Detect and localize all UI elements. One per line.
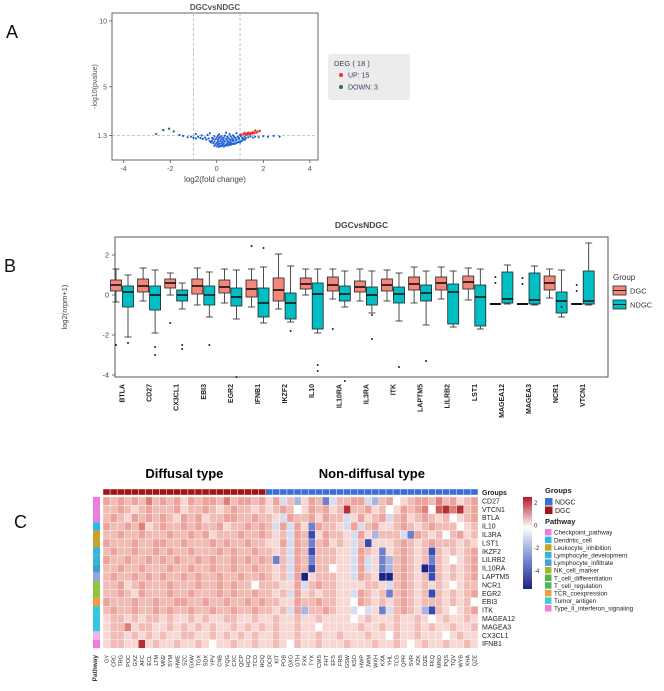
- svg-text:DGC: DGC: [555, 507, 571, 515]
- svg-text:MAGEA12: MAGEA12: [498, 384, 506, 418]
- svg-text:YPV: YPV: [210, 655, 217, 667]
- svg-text:DGCvsNDGC: DGCvsNDGC: [189, 4, 241, 12]
- svg-text:TYX: TYX: [309, 655, 316, 666]
- svg-text:FKQ: FKQ: [430, 655, 437, 667]
- svg-text:Pathway: Pathway: [545, 517, 576, 526]
- svg-text:GY: GY: [104, 655, 111, 663]
- svg-text:UP: 15: UP: 15: [348, 72, 370, 80]
- svg-text:XHA: XHA: [465, 655, 472, 667]
- svg-text:QPR: QPR: [401, 655, 408, 667]
- svg-text:CRC: CRC: [111, 655, 118, 667]
- svg-text:Dendritic_cell: Dendritic_cell: [554, 537, 592, 545]
- svg-text:KSO: KSO: [352, 655, 359, 667]
- svg-text:-4: -4: [102, 370, 109, 380]
- svg-text:Leukocyte_inhibition: Leukocyte_inhibition: [554, 544, 612, 552]
- svg-text:EGR2: EGR2: [482, 590, 502, 598]
- svg-text:LILRB2: LILRB2: [444, 384, 452, 409]
- svg-text:CX3CL1: CX3CL1: [173, 384, 181, 411]
- svg-text:YQG: YQG: [224, 655, 231, 668]
- svg-text:VTCN1: VTCN1: [580, 384, 588, 407]
- svg-text:T_cell_regulation: T_cell_regulation: [554, 582, 602, 590]
- svg-text:KIT: KIT: [274, 655, 281, 664]
- svg-text:Groups: Groups: [545, 486, 572, 495]
- svg-text:PQS: PQS: [444, 655, 451, 667]
- svg-text:NDGC: NDGC: [555, 499, 576, 507]
- svg-text:0: 0: [104, 290, 109, 300]
- heatmap-chart: [85, 462, 664, 691]
- svg-text:DOWN: 3: DOWN: 3: [348, 84, 378, 92]
- svg-text:HCQ: HCQ: [246, 655, 253, 668]
- svg-text:Tumor_antigen: Tumor_antigen: [554, 598, 597, 606]
- svg-text:IKZF2: IKZF2: [282, 384, 290, 404]
- volcano-chart: [90, 4, 420, 214]
- svg-text:EBI3: EBI3: [482, 599, 498, 607]
- svg-text:DGCvsNDGC: DGCvsNDGC: [334, 220, 389, 230]
- svg-text:POC: POC: [125, 655, 132, 667]
- svg-text:Type_II_interferon_signaling: Type_II_interferon_signaling: [554, 605, 634, 613]
- svg-text:CX3CL1: CX3CL1: [482, 632, 509, 640]
- volcano-legend: [328, 54, 410, 100]
- svg-text:2: 2: [261, 166, 266, 173]
- svg-text:Diffusal type: Diffusal type: [145, 466, 224, 481]
- svg-text:VTCN1: VTCN1: [482, 506, 505, 514]
- svg-text:10: 10: [99, 18, 107, 26]
- svg-text:LST1: LST1: [482, 540, 499, 548]
- svg-text:BTLA: BTLA: [482, 515, 500, 523]
- svg-text:CXC: CXC: [231, 655, 238, 667]
- svg-text:GTH: GTH: [295, 655, 302, 667]
- svg-text:DGC: DGC: [630, 286, 647, 296]
- svg-text:Checkpoint_pathway: Checkpoint_pathway: [554, 529, 613, 537]
- svg-text:MAGEA3: MAGEA3: [526, 384, 533, 414]
- svg-text:MAGEA12: MAGEA12: [482, 616, 516, 623]
- svg-text:TCG: TCG: [394, 655, 401, 667]
- svg-text:NDGC: NDGC: [630, 300, 653, 310]
- svg-text:XZK: XZK: [415, 655, 422, 666]
- svg-text:-2: -2: [534, 546, 540, 553]
- svg-text:log2(nrpm+1): log2(nrpm+1): [60, 284, 69, 330]
- svg-text:HWE: HWE: [175, 655, 182, 668]
- svg-text:QZE: QZE: [472, 655, 479, 667]
- svg-text:CD27: CD27: [482, 498, 500, 506]
- svg-text:LILRB2: LILRB2: [482, 557, 506, 565]
- svg-text:5: 5: [103, 84, 107, 92]
- svg-text:CD27: CD27: [146, 384, 154, 402]
- heatmap-colorbar: [523, 497, 532, 589]
- svg-text:CNB: CNB: [217, 655, 224, 667]
- svg-text:4: 4: [307, 166, 312, 173]
- svg-text:-2: -2: [167, 166, 174, 173]
- svg-text:-4: -4: [534, 568, 540, 575]
- svg-text:YHL: YHL: [387, 655, 394, 666]
- svg-text:0: 0: [214, 166, 219, 173]
- svg-text:HWP: HWP: [359, 655, 366, 668]
- svg-text:TRG: TRG: [118, 655, 125, 667]
- svg-text:NCR1: NCR1: [553, 383, 561, 404]
- svg-text:TCO: TCO: [253, 655, 260, 667]
- svg-text:T_cell_differentiation: T_cell_differentiation: [554, 575, 612, 583]
- svg-text:Pathway: Pathway: [92, 655, 99, 682]
- svg-text:SZC: SZC: [182, 655, 189, 666]
- svg-text:Group: Group: [613, 273, 636, 282]
- svg-text:DCR: DCR: [267, 655, 274, 667]
- panel-label-b: B: [4, 256, 17, 276]
- svg-text:Lymphocyte_development: Lymphocyte_development: [554, 552, 628, 560]
- svg-text:MAGEA3: MAGEA3: [482, 624, 512, 632]
- svg-text:NK_cell_marker: NK_cell_marker: [554, 567, 599, 575]
- svg-text:2: 2: [534, 501, 538, 507]
- svg-text:CWS: CWS: [316, 655, 323, 668]
- svg-text:IKZF2: IKZF2: [482, 548, 502, 556]
- svg-text:Lymphocyte_infiltrate: Lymphocyte_infiltrate: [554, 560, 614, 568]
- svg-text:IL10RA: IL10RA: [336, 384, 344, 409]
- svg-text:1.3: 1.3: [97, 133, 107, 141]
- svg-text:EGR2: EGR2: [227, 384, 235, 404]
- svg-text:JWM: JWM: [366, 655, 373, 668]
- svg-text:IL3RA: IL3RA: [482, 532, 502, 539]
- svg-text:HOQ: HOQ: [260, 655, 267, 668]
- svg-text:IL10: IL10: [482, 523, 496, 531]
- svg-text:LAPTM5: LAPTM5: [482, 574, 510, 581]
- svg-text:POB: POB: [281, 655, 288, 667]
- svg-text:WXH: WXH: [373, 655, 380, 668]
- boxplot-chart: [55, 218, 664, 434]
- boxplot-boxes: [111, 243, 595, 382]
- svg-text:0: 0: [534, 523, 538, 530]
- svg-text:NCR1: NCR1: [482, 582, 502, 590]
- svg-text:-4: -4: [120, 166, 127, 173]
- heatmap-cells: [93, 497, 478, 648]
- svg-text:GXO: GXO: [288, 655, 295, 668]
- svg-text:TGX: TGX: [196, 655, 203, 667]
- panel-label-c: C: [14, 512, 27, 532]
- svg-text:MN2: MN2: [161, 655, 168, 667]
- svg-text:AFC: AFC: [139, 655, 146, 666]
- svg-text:FHT: FHT: [323, 655, 330, 666]
- svg-text:2: 2: [104, 250, 109, 260]
- svg-text:GSW: GSW: [345, 655, 352, 669]
- svg-text:EFS: EFS: [330, 655, 337, 666]
- svg-text:FRS: FRS: [338, 655, 345, 666]
- panel-label-a: A: [6, 22, 19, 42]
- svg-text:IL10: IL10: [309, 384, 317, 399]
- svg-text:DZE: DZE: [422, 655, 429, 666]
- svg-text:Non-diffusal type: Non-diffusal type: [318, 466, 425, 481]
- svg-text:GXZ: GXZ: [132, 655, 139, 667]
- svg-text:TCR_coexpression: TCR_coexpression: [554, 590, 608, 598]
- svg-text:FXK: FXK: [302, 655, 309, 666]
- svg-text:MNO: MNO: [437, 655, 444, 668]
- svg-text:LAPTM5: LAPTM5: [417, 384, 425, 412]
- svg-text:Groups: Groups: [482, 490, 507, 497]
- svg-text:IFNB1: IFNB1: [482, 641, 502, 649]
- svg-text:SYM: SYM: [168, 655, 175, 667]
- svg-text:LTM: LTM: [154, 655, 161, 666]
- svg-text:QCP: QCP: [238, 655, 245, 667]
- svg-text:IL3RA: IL3RA: [363, 384, 371, 405]
- svg-text:BTLA: BTLA: [119, 384, 127, 403]
- svg-text:-2: -2: [102, 330, 109, 340]
- svg-text:log2(fold change): log2(fold change): [184, 175, 246, 184]
- svg-text:SVR: SVR: [408, 655, 415, 667]
- volcano-points: [155, 128, 281, 148]
- svg-text:IL10RA: IL10RA: [482, 565, 506, 573]
- svg-text:ITK: ITK: [482, 607, 493, 615]
- svg-text:ECL: ECL: [146, 655, 153, 666]
- groups-annotation-bar: [103, 489, 478, 495]
- svg-text:DEG ( 18 ): DEG ( 18 ): [334, 59, 370, 68]
- svg-text:WYB: WYB: [458, 655, 465, 668]
- svg-text:KXA: KXA: [380, 655, 387, 667]
- svg-text:LST1: LST1: [471, 384, 479, 402]
- svg-text:SDX: SDX: [203, 655, 210, 667]
- svg-text:EBI3: EBI3: [200, 384, 208, 400]
- svg-text:-log10(pvalue): -log10(pvalue): [92, 64, 99, 109]
- svg-text:TQV: TQV: [451, 655, 458, 667]
- svg-text:IFNB1: IFNB1: [255, 384, 262, 405]
- svg-text:GXW: GXW: [189, 655, 196, 669]
- svg-text:ITK: ITK: [390, 384, 398, 396]
